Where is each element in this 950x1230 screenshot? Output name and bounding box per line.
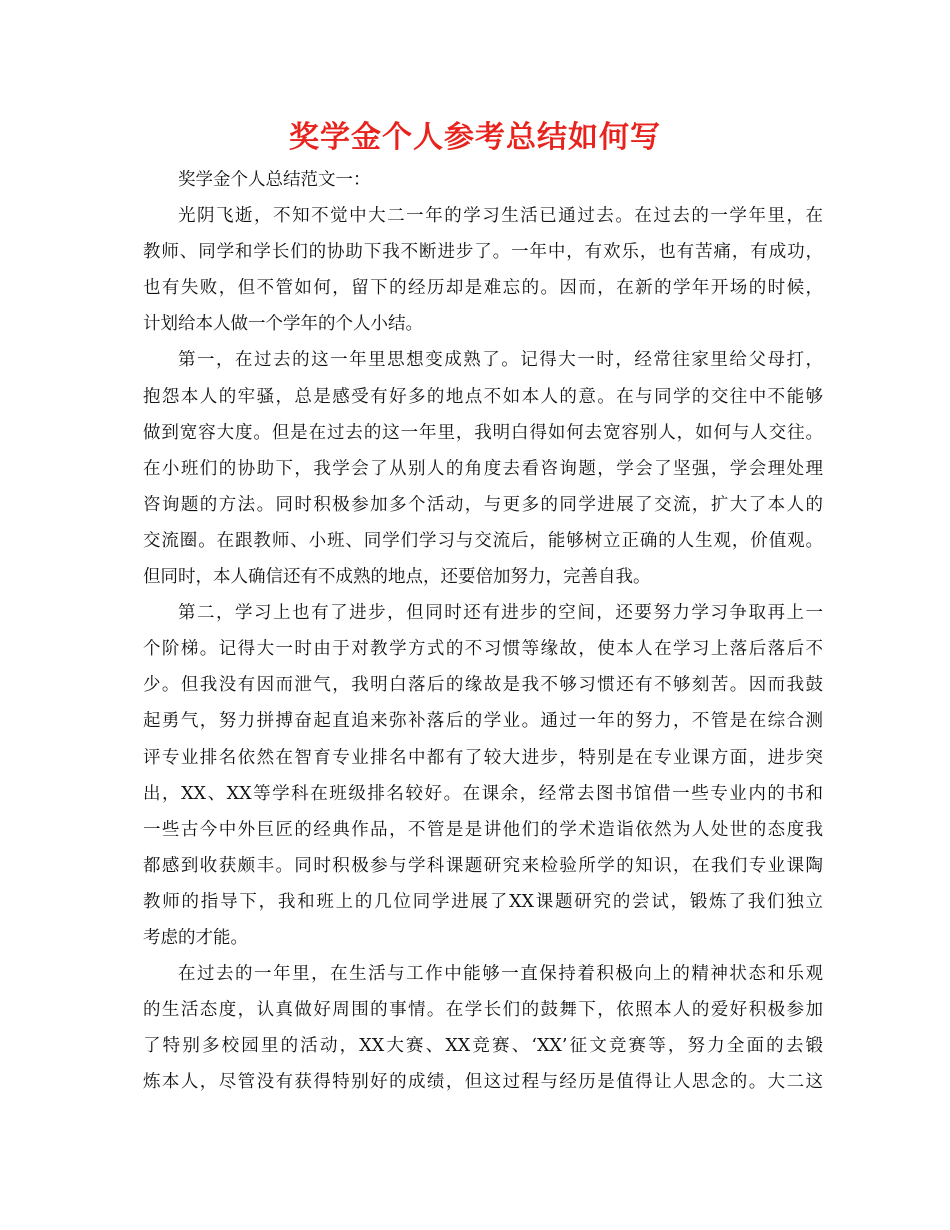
body-line: 评专业排名依然在智育专业排名中都有了较大进步，特别是在专业课方面，进步突 [143, 747, 823, 768]
body-line: 计划给本人做一个学年的个人小结。 [143, 314, 423, 335]
body-line: 都感到收获颇丰。同时积极参与学科课题研究来检验所学的知识，在我们专业课陶 [143, 855, 823, 876]
body-line: 少。但我没有因而泄气，我明白落后的缘故是我不够习惯还有不够刻苦。因而我鼓 [143, 675, 823, 696]
body-line: 出，XX、XX等学科在班级排名较好。在课余，经常去图书馆借一些专业内的书和 [143, 783, 823, 804]
body-line: 个阶梯。记得大一时由于对教学方式的不习惯等缘故，使本人在学习上落后落后不 [143, 639, 823, 660]
body-line: 的生活态度，认真做好周围的事情。在学长们的鼓舞下，依照本人的爱好积极参加 [143, 1000, 823, 1021]
document-title: 奖学金个人参考总结如何写 [289, 120, 661, 155]
body-line: 抱怨本人的牢骚，总是感受有好多的地点不如本人的意。在与同学的交往中不能够 [143, 386, 823, 407]
body-line: 了特别多校园里的活动，XX大赛、XX竞赛、‘XX’征文竞赛等，努力全面的去锻 [143, 1036, 823, 1057]
body-line: 也有失败，但不管如何，留下的经历却是难忘的。因而，在新的学年开场的时候， [143, 278, 823, 299]
body-line: 考虑的才能。 [143, 927, 248, 948]
body-line: 奖学金个人总结范文一： [178, 170, 371, 190]
body-line: 在小班们的协助下，我学会了从别人的角度去看咨询题，学会了坚强，学会理处理 [143, 458, 823, 479]
body-line: 炼本人，尽管没有获得特别好的成绩，但这过程与经历是值得让人思念的。大二这 [143, 1072, 823, 1093]
body-line: 教师的指导下，我和班上的几位同学进展了XX课题研究的尝试，锻炼了我们独立 [143, 891, 823, 912]
body-line: 第一，在过去的这一年里思想变成熟了。记得大一时，经常往家里给父母打， [178, 350, 823, 371]
body-line: 教师、同学和学长们的协助下我不断进步了。一年中，有欢乐，也有苦痛，有成功， [143, 242, 823, 263]
document-body [143, 162, 823, 1100]
body-line: 光阴飞逝，不知不觉中大二一年的学习生活已通过去。在过去的一学年里，在 [178, 206, 823, 227]
body-line: 但同时，本人确信还有不成熟的地点，还要倍加努力，完善自我。 [143, 567, 651, 588]
body-line: 第二，学习上也有了进步，但同时还有进步的空间，还要努力学习争取再上一 [178, 603, 823, 624]
body-line: 做到宽容大度。但是在过去的这一年里，我明白得如何去宽容别人，如何与人交往。 [143, 422, 823, 443]
body-line: 咨询题的方法。同时积极参加多个活动，与更多的同学进展了交流，扩大了本人的 [143, 494, 823, 515]
body-line: 起勇气，努力拼搏奋起直追来弥补落后的学业。通过一年的努力，不管是在综合测 [143, 711, 823, 732]
body-line: 一些古今中外巨匠的经典作品，不管是是讲他们的学术造诣依然为人处世的态度我 [143, 819, 823, 840]
body-line: 在过去的一年里，在生活与工作中能够一直保持着积极向上的精神状态和乐观 [178, 964, 823, 985]
body-line: 交流圈。在跟教师、小班、同学们学习与交流后，能够树立正确的人生观，价值观。 [143, 530, 823, 551]
